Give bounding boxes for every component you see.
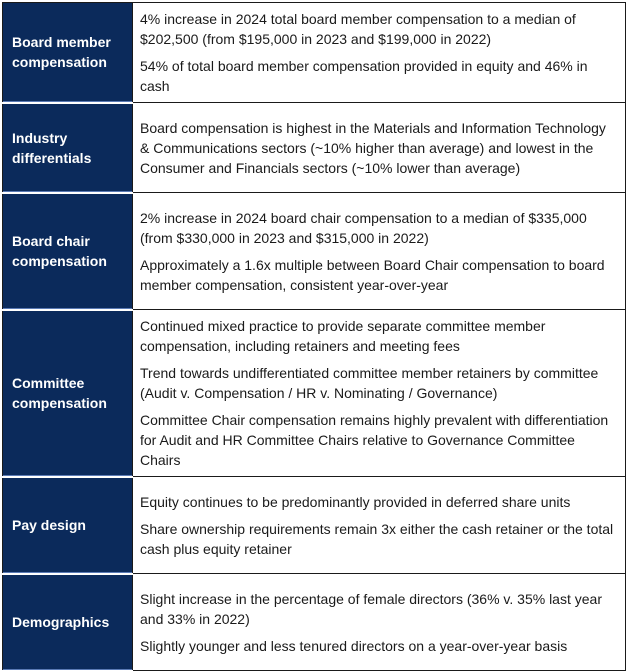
row-label-demographics: Demographics [3,574,133,671]
list-item: Equity continues to be predominantly provided in deferred share units [140,493,571,510]
row-label-board-chair-compensation: Board chair compensation [3,193,133,310]
table-row [3,103,626,193]
row-label-industry-differentials: Industry differentials [3,103,133,193]
compensation-summary-table [2,2,626,672]
table-row [3,193,626,310]
list-item: Committee Chair compensation remains highly prevalent with differentiation for Audit and HR Committee Chairs relative to Governance Committee Chairs [140,412,609,468]
list-item: Slight increase in the percentage of female directors (36% v. 35% last year and 33% in 2022) [140,590,602,627]
row-label-board-member-compensation: Board member compensation [3,3,133,103]
row-label-committee-compensation: Committee compensation [3,310,133,477]
row-content-board-member-compensation [133,3,626,103]
row-content-board-chair-compensation [133,193,626,310]
list-item: Trend towards undifferentiated committee member retainers by committee (Audit v. Compensation / HR v. Nominating / Governance) [140,365,599,401]
list-item: Slightly younger and less tenured directors on a year-over-year basis [140,637,568,654]
list-item: Continued mixed practice to provide separate committee member compensation, including retainers and meeting fees [140,318,546,354]
list-item: Board compensation is highest in the Materials and Information Technology & Communications sectors (~10% higher than average) and lowest in the Consumer and Financials sectors (~10% lower than average) [140,119,606,176]
table-row [3,310,626,477]
row-content-industry-differentials [133,103,626,193]
list-item: Approximately a 1.6x multiple between Board Chair compensation to board member compensation, consistent year-over-year [140,256,605,293]
table-row [3,574,626,671]
row-content-pay-design [133,477,626,574]
list-item: Share ownership requirements remain 3x either the cash retainer or the total cash plus equity retainer [140,520,614,557]
row-content-committee-compensation [133,310,626,477]
row-label-pay-design: Pay design [3,477,133,574]
row-content-demographics [133,574,626,671]
table-row [3,477,626,574]
list-item: 2% increase in 2024 board chair compensation to a median of $335,000 (from $330,000 in 2023 and $315,000 in 2022) [140,209,587,246]
list-item: 4% increase in 2024 total board member compensation to a median of $202,500 (from $195,000 in 2023 and $199,000 in 2022) [140,11,576,47]
table-row [3,3,626,103]
list-item: 54% of total board member compensation provided in equity and 46% in cash [140,58,588,94]
